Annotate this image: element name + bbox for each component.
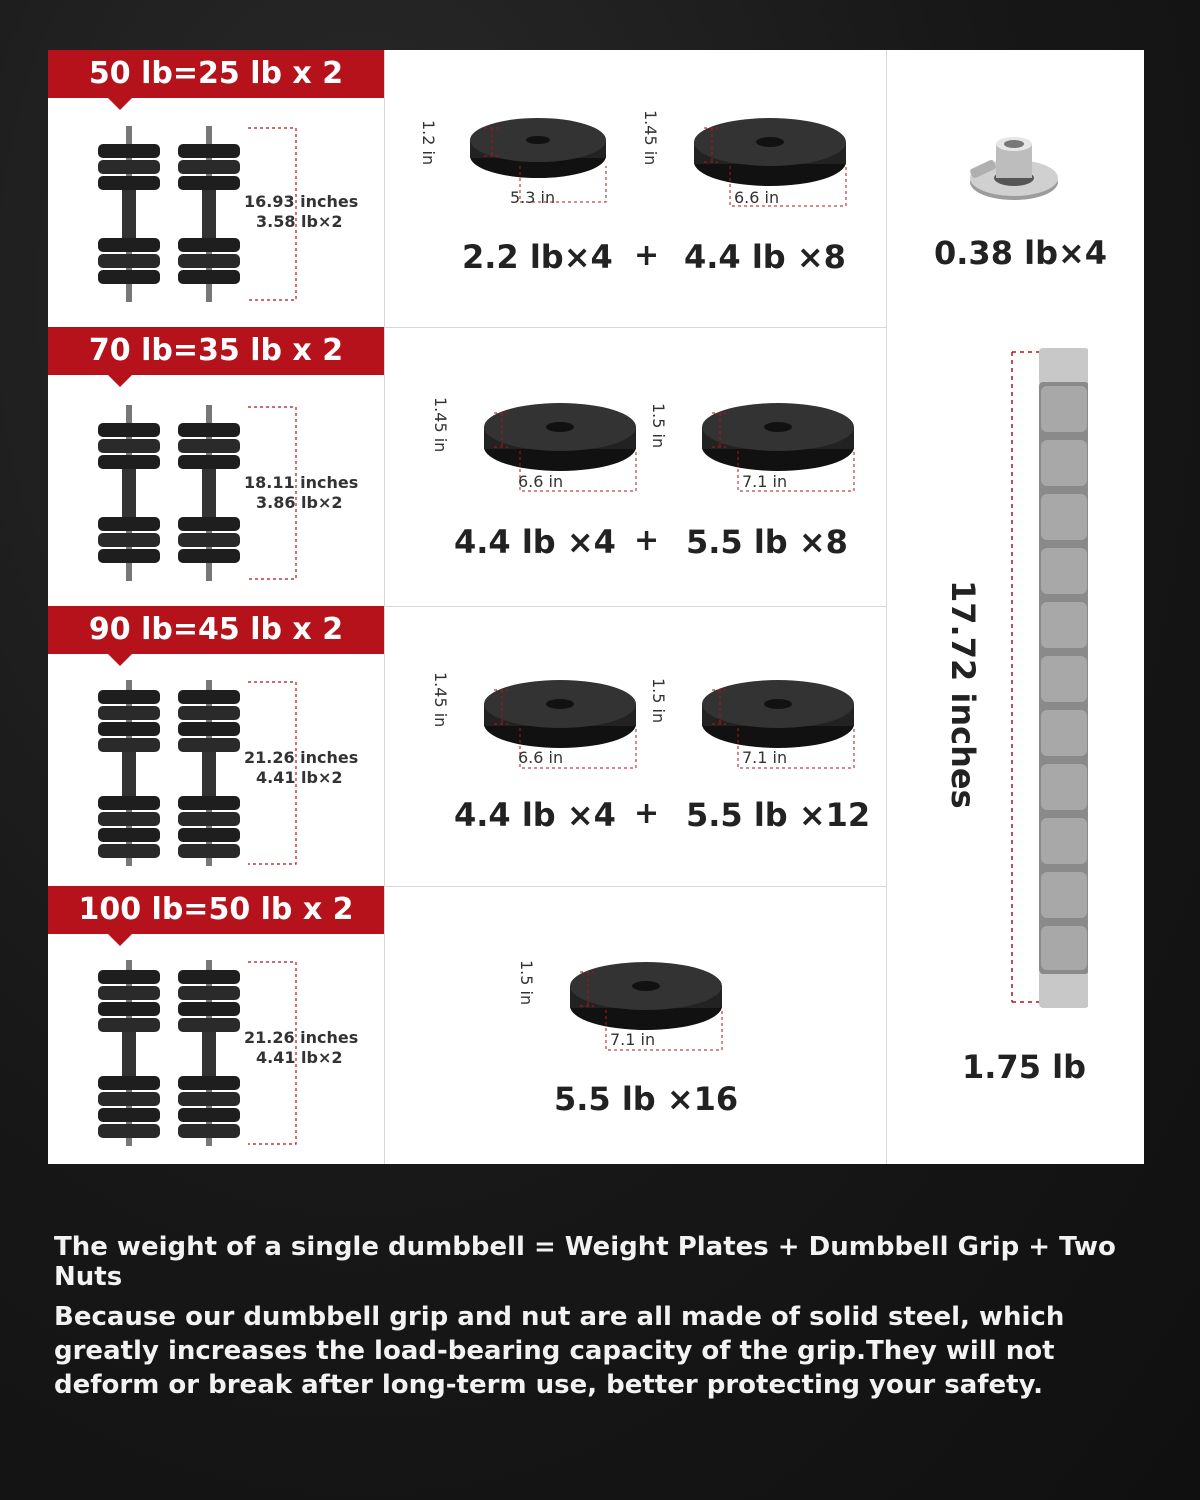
handle-weight: 4.41 lb×2 [256,1048,343,1067]
plate-height: 1.5 in [649,678,668,724]
material-note: Because our dumbbell grip and nut are all made of solid steel, which greatly increases the load-bearing capacity of the grip.They will not deform or break after long-term use, better protecting your safety. [54,1302,1065,1400]
plate-height: 1.5 in [649,403,668,449]
set-badge: 70 lb=35 lb x 2 [48,327,384,375]
plate-quantity: 4.4 lb ×4 [454,796,616,834]
plus-sign: + [634,238,660,273]
plate-width: 7.1 in [742,472,788,491]
divider [886,50,887,1164]
plate-quantity: 2.2 lb×4 [462,238,613,276]
plate-quantity: 5.5 lb ×16 [554,1080,739,1118]
dumbbell-length: 21.26 inches [244,1028,359,1047]
plate-height: 1.45 in [641,110,660,166]
dumbbell-length: 21.26 inches [244,748,359,767]
plate-width: 6.6 in [734,188,780,207]
plate-height: 1.45 in [431,672,450,728]
plate-width: 7.1 in [742,748,788,767]
plate-height: 1.5 in [517,960,536,1006]
weight-formula: The weight of a single dumbbell = Weight Plates + Dumbbell Grip + Two Nuts [54,1232,1116,1292]
set-row-90 [48,606,886,886]
plate-height: 1.2 in [419,120,438,166]
set-badge: 90 lb=45 lb x 2 [48,606,384,654]
plate-quantity: 4.4 lb ×8 [684,238,846,276]
plate-quantity: 4.4 lb ×4 [454,523,616,561]
plate-width: 6.6 in [518,748,564,767]
plate-height: 1.45 in [431,397,450,453]
set-row-50 [48,50,886,327]
handle-weight: 4.41 lb×2 [256,768,343,787]
plate-quantity: 5.5 lb ×8 [686,523,848,561]
set-row-100 [48,886,886,1164]
spec-panel [48,50,1144,1164]
plate-quantity: 5.5 lb ×12 [686,796,871,834]
dumbbell-length: 16.93 inches [244,192,359,211]
plate-width: 5.3 in [510,188,556,207]
handle-weight: 3.58 lb×2 [256,212,343,231]
handle-weight: 3.86 lb×2 [256,493,343,512]
set-row-70 [48,327,886,606]
handle-weight-total: 1.75 lb [962,1048,1086,1086]
plate-width: 6.6 in [518,472,564,491]
plus-sign: + [634,796,660,831]
plate-width: 7.1 in [610,1030,656,1049]
handle-length: 17.72 inches [944,580,982,809]
plus-sign: + [634,523,660,558]
set-badge: 100 lb=50 lb x 2 [48,886,384,934]
nut-weight: 0.38 lb×4 [934,234,1108,272]
dumbbell-length: 18.11 inches [244,473,359,492]
set-badge: 50 lb=25 lb x 2 [48,50,384,98]
nut-icon [956,130,1066,210]
